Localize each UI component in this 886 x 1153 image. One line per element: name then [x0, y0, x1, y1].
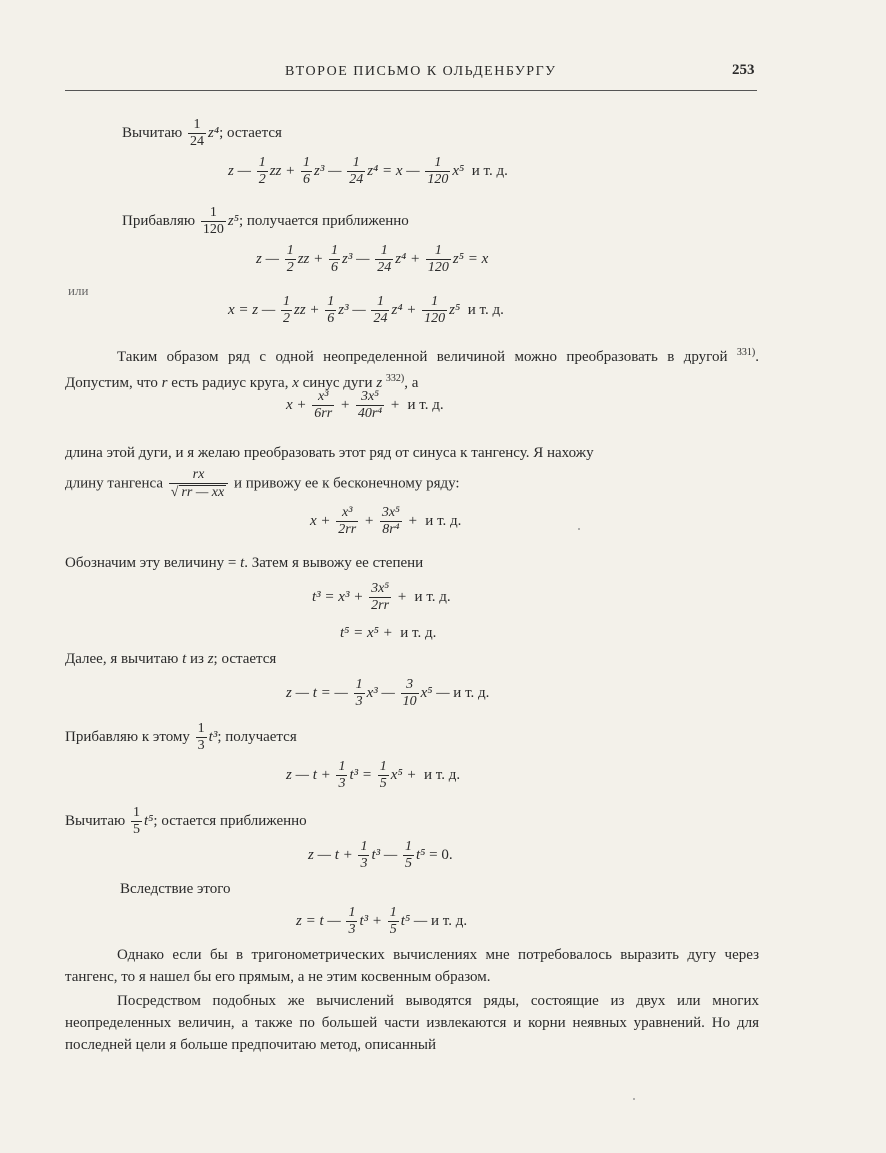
equation-11: z = t — $\frac{1}{3}$ t³ + $\frac{1}{5}$ t⁵ — и т. д. [296, 905, 468, 937]
line-add-t3: Прибавляю к этому $\frac{1}{3}$ t³; получается [65, 721, 297, 753]
equation-9: z — t + $\frac{1}{3}$ t³ = $\frac{1}{5}$ x⁵ + и т. д. [286, 759, 461, 791]
line-tangent-length: длину тангенса $\frac{rx}{√ rr — xx}$ и привожу ее к бесконечному ряду: [65, 467, 460, 500]
paper-speck [633, 1098, 635, 1100]
equation-6: t³ = x³ + $\frac{\text{3x⁵}}{2rr}$ + и т. д. [312, 581, 451, 613]
paragraph-2: длина этой дуги, и я желаю преобразовать этот ряд от синуса к тангенсу. Я нахожу [65, 445, 594, 461]
equation-7: t⁵ = x⁵ + и т. д. [340, 625, 437, 641]
running-header [0, 60, 886, 90]
paragraph-4: Посредством подобных же вычислений выводятся ряды, состоящие из двух или многих неопределенных величин, а также по большей части извлекаются и корни неявных уравнений. Но для последней цели я больше предпочитаю метод, описанный [65, 993, 759, 1053]
header-rule [65, 90, 757, 91]
fraction: $\frac{1}{24}$ [190, 117, 205, 149]
equation-4: x + $\frac{\text{x³}}{6rr}$ + $\frac{\text{3x⁵}}{\text{40r⁴}}$ + и т. д. [286, 389, 444, 421]
paragraph-3: Однако если бы в тригонометрических вычислениях мне потребовалось выразить дугу через тангенс, то я нашел бы его прямым, а не этим косвенным образом. [65, 947, 759, 985]
page-number: 253 [732, 62, 755, 78]
text-remains: ; остается [219, 124, 282, 141]
running-title: ВТОРОЕ ПИСЬМО К ОЛЬДЕНБУРГУ [285, 64, 557, 79]
equation-1: z — $\frac{1}{2}$ zz + $\frac{1}{6}$ z³ — $\frac{1}{24}$ z⁴ = x — $\frac{1}{120}$ x⁵ и т. д. [228, 155, 508, 187]
line-denote: Обозначим эту величину = t. Затем я вывожу ее степени [65, 555, 424, 571]
line-subtract-t5: Вычитаю $\frac{1}{5}$ t⁵; остается приближенно [65, 805, 307, 837]
line-consequently: Вследствие этого [120, 881, 231, 897]
equation-5: x + $\frac{\text{x³}}{2rr}$ + $\frac{\text{3x⁵}}{\text{8r⁴}}$ + и т. д. [310, 505, 462, 537]
var: z⁴ [208, 124, 220, 141]
equation-8: z — t = — $\frac{1}{3}$ x³ — $\frac{3}{10}$ x⁵ — и т. д. [286, 677, 490, 709]
line-subtract-z4 [122, 118, 282, 149]
paper-speck [578, 528, 580, 530]
text-or: или [68, 283, 89, 298]
line-add-z5: Прибавляю $\frac{1}{120}$ z⁵; получается приближенно [122, 205, 409, 237]
text-subtract: Вычитаю [122, 124, 183, 141]
equation-2: z — $\frac{1}{2}$ zz + $\frac{1}{6}$ z³ — $\frac{1}{24}$ z⁴ + $\frac{1}{120}$ z⁵ = x [256, 243, 489, 275]
paragraph-1: Таким образом ряд с одной неопределенной величиной можно преобразовать в другой $^{331)}$. Допустим, что r есть радиус круга, x синус дуги z $^{332)}$, а [65, 347, 759, 391]
equation-10: z — t + $\frac{1}{3}$ t³ — $\frac{1}{5}$ t⁵ = 0. [308, 839, 453, 871]
line-further: Далее, я вычитаю t из z; остается [65, 651, 277, 667]
text-add: Прибавляю [122, 212, 196, 229]
equation-3: x = z — $\frac{1}{2}$ zz + $\frac{1}{6}$ z³ — $\frac{1}{24}$ z⁴ + $\frac{1}{120}$ z⁵ и т. д. [228, 294, 504, 326]
